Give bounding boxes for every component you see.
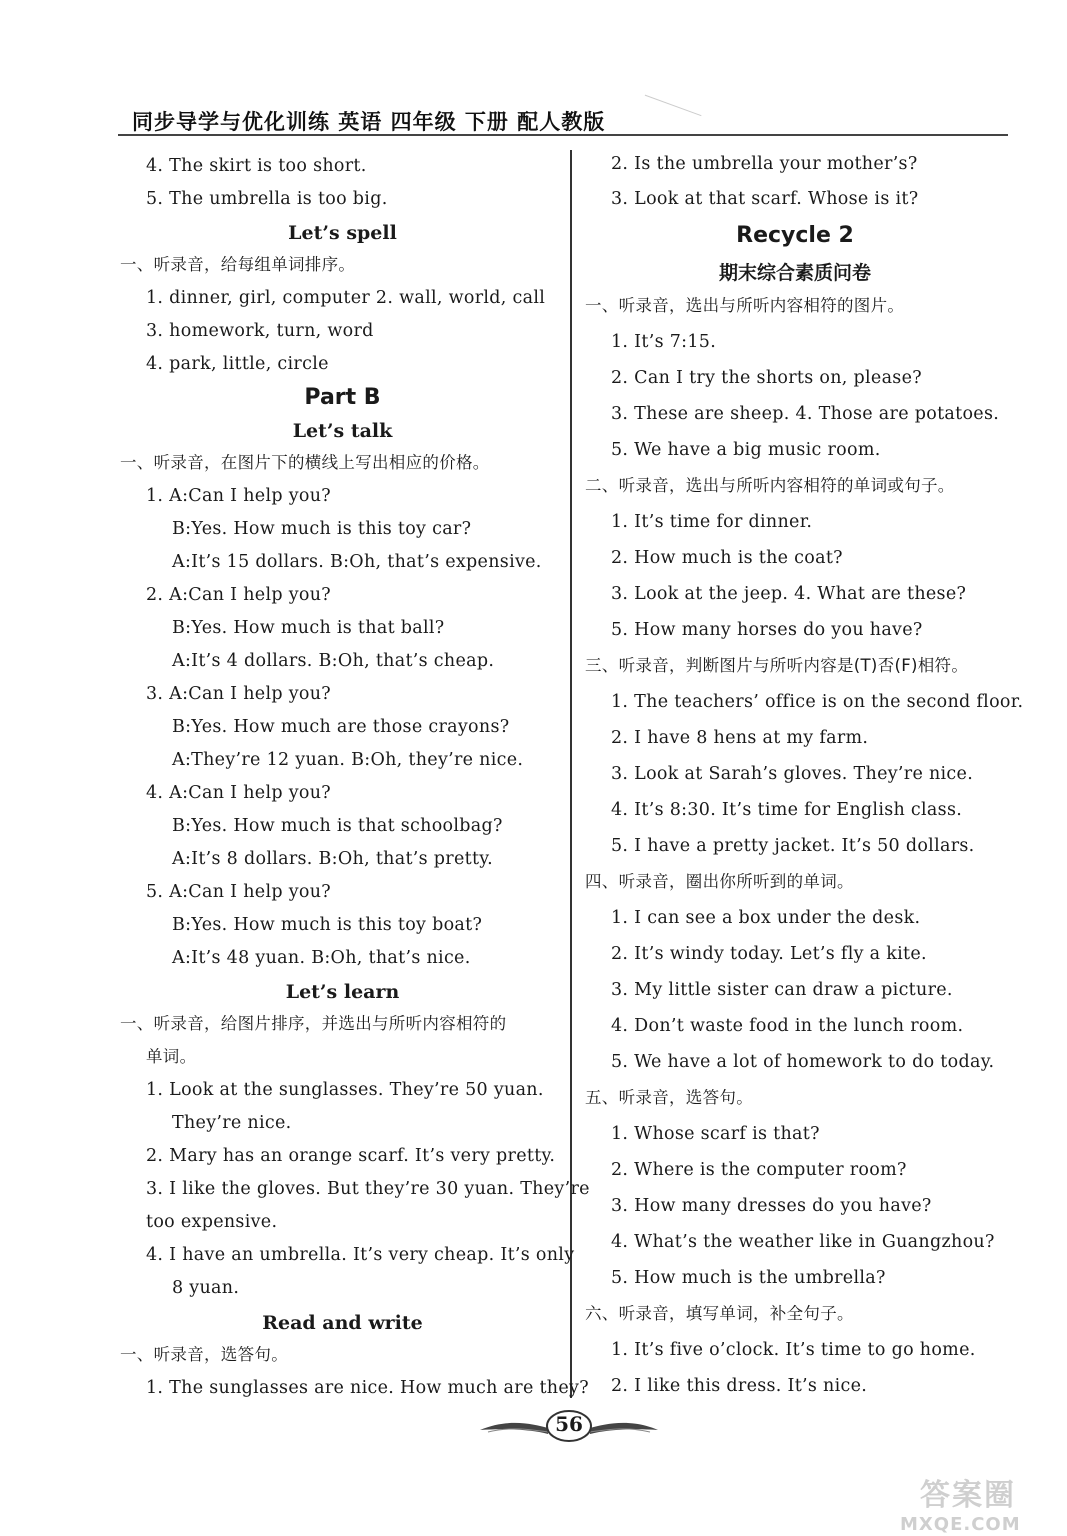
question-instruction: 一、听录音，在图片下的横线上写出相应的价格。 (120, 453, 490, 472)
answer-line: B:Yes. How much is that schoolbag? (172, 816, 503, 836)
answer-line: 2. Where is the computer room? (611, 1160, 907, 1180)
page-header (118, 100, 1008, 140)
answer-line: too expensive. (146, 1212, 278, 1232)
question-instruction: 一、听录音，给图片排序，并选出与所听内容相符的 (120, 1014, 507, 1033)
answer-line: B:Yes. How much is this toy boat? (172, 915, 483, 935)
answer-line: 5. How much is the umbrella? (611, 1268, 886, 1288)
answer-line: 1. I can see a box under the desk. (611, 908, 921, 928)
question-instruction: 一、听录音，给每组单词排序。 (120, 255, 356, 274)
answer-line: 3. homework, turn, word (146, 321, 374, 341)
page-footer (478, 1408, 660, 1444)
answer-line: 3. Look at Sarah’s gloves. They’re nice. (611, 764, 974, 784)
answer-line: 4. The skirt is too short. (146, 156, 367, 176)
header-decoration (635, 95, 702, 145)
answer-line: 1. dinner, girl, computer 2. wall, world, call (146, 288, 546, 308)
answer-line: 1. The teachers’ office is on the second floor. (611, 692, 1024, 712)
answer-line: 2. Is the umbrella your mother’s? (611, 154, 918, 174)
answer-line: 8 yuan. (172, 1278, 240, 1298)
answer-line: 2. I have 8 hens at my farm. (611, 728, 869, 748)
answer-line: 2. It’s windy today. Let’s fly a kite. (611, 944, 927, 964)
answer-line: 2. A:Can I help you? (146, 585, 331, 605)
column-divider (570, 150, 572, 1398)
header-title: 同步导学与优化训练 英语 四年级 下册 配人教版 (132, 110, 606, 134)
section-heading: Let’s spell (288, 222, 397, 244)
answer-line: 1. Whose scarf is that? (611, 1124, 820, 1144)
question-instruction: 六、听录音，填写单词，补全句子。 (585, 1304, 854, 1323)
answer-line: 1. A:Can I help you? (146, 486, 331, 506)
answer-line: A:It’s 4 dollars. B:Oh, that’s cheap. (172, 651, 495, 671)
answer-line: 5. We have a big music room. (611, 440, 881, 460)
answer-line: 4. A:Can I help you? (146, 783, 331, 803)
answer-line: 1. The sunglasses are nice. How much are they? (146, 1378, 589, 1398)
watermark-brand: 答案圈 (920, 1478, 1016, 1513)
question-instruction: 三、听录音，判断图片与所听内容是(T)否(F)相符。 (585, 656, 969, 675)
answer-line: 4. park, little, circle (146, 354, 329, 374)
answer-line: 2. How much is the coat? (611, 548, 843, 568)
answer-line: 3. My little sister can draw a picture. (611, 980, 953, 1000)
answer-line: B:Yes. How much is that ball? (172, 618, 445, 638)
page-number: 56 (555, 1412, 583, 1436)
part-heading: Recycle 2 (736, 223, 854, 248)
header-rule (118, 134, 1008, 136)
answer-line: 2. I like this dress. It’s nice. (611, 1376, 868, 1396)
section-heading: Let’s talk (292, 420, 393, 442)
answer-line: 4. Don’t waste food in the lunch room. (611, 1016, 964, 1036)
answer-line: 4. I have an umbrella. It’s very cheap. It’s only (146, 1245, 575, 1265)
section-heading: 期末综合素质问卷 (718, 262, 871, 284)
answer-line: They’re nice. (172, 1113, 292, 1133)
answer-line: 3. Look at the jeep. 4. What are these? (611, 584, 967, 604)
answer-line: 3. These are sheep. 4. Those are potatoes. (611, 404, 1000, 424)
watermark-url: MXQE.COM (900, 1514, 1021, 1535)
answer-line: 5. We have a lot of homework to do today. (611, 1052, 995, 1072)
question-instruction: 五、听录音，选答句。 (585, 1088, 753, 1107)
answer-line: A:It’s 8 dollars. B:Oh, that’s pretty. (172, 849, 494, 869)
answer-line: 1. Look at the sunglasses. They’re 50 yuan. (146, 1080, 544, 1100)
answer-line: 5. How many horses do you have? (611, 620, 923, 640)
section-heading: Let’s learn (285, 981, 400, 1003)
answer-line: 4. What’s the weather like in Guangzhou? (611, 1232, 995, 1252)
question-instruction: 一、听录音，选出与所听内容相符的图片。 (585, 296, 905, 315)
answer-line: 3. A:Can I help you? (146, 684, 331, 704)
answer-line: 3. Look at that scarf. Whose is it? (611, 189, 919, 209)
answer-line: 4. It’s 8:30. It’s time for English class. (611, 800, 963, 820)
question-instruction: 四、听录音，圈出你所听到的单词。 (585, 872, 854, 891)
answer-line: 5. A:Can I help you? (146, 882, 331, 902)
answer-line: 2. Can I try the shorts on, please? (611, 368, 922, 388)
answer-line: A:It’s 15 dollars. B:Oh, that’s expensive. (172, 552, 542, 572)
watermark (900, 1470, 1060, 1535)
answer-line: B:Yes. How much is this toy car? (172, 519, 472, 539)
part-heading: Part B (304, 385, 381, 410)
section-heading: Read and write (262, 1312, 423, 1334)
answer-line: 5. I have a pretty jacket. It’s 50 dollars. (611, 836, 975, 856)
answer-line: A:It’s 48 yuan. B:Oh, that’s nice. (172, 948, 471, 968)
answer-line: 3. I like the gloves. But they’re 30 yuan. They’re (146, 1179, 590, 1199)
answer-line: 1. It’s 7:15. (611, 332, 717, 352)
answer-line: 2. Mary has an orange scarf. It’s very pretty. (146, 1146, 556, 1166)
answer-line: 1. It’s five o’clock. It’s time to go home. (611, 1340, 976, 1360)
question-instruction: 一、听录音，选答句。 (120, 1345, 288, 1364)
answer-line: A:They’re 12 yuan. B:Oh, they’re nice. (172, 750, 524, 770)
answer-line: 5. The umbrella is too big. (146, 189, 388, 209)
answer-line: B:Yes. How much are those crayons? (172, 717, 510, 737)
answer-line: 1. It’s time for dinner. (611, 512, 813, 532)
answer-line: 3. How many dresses do you have? (611, 1196, 932, 1216)
question-instruction: 二、听录音，选出与所听内容相符的单词或句子。 (585, 476, 955, 495)
question-instruction-cont: 单词。 (146, 1047, 197, 1066)
